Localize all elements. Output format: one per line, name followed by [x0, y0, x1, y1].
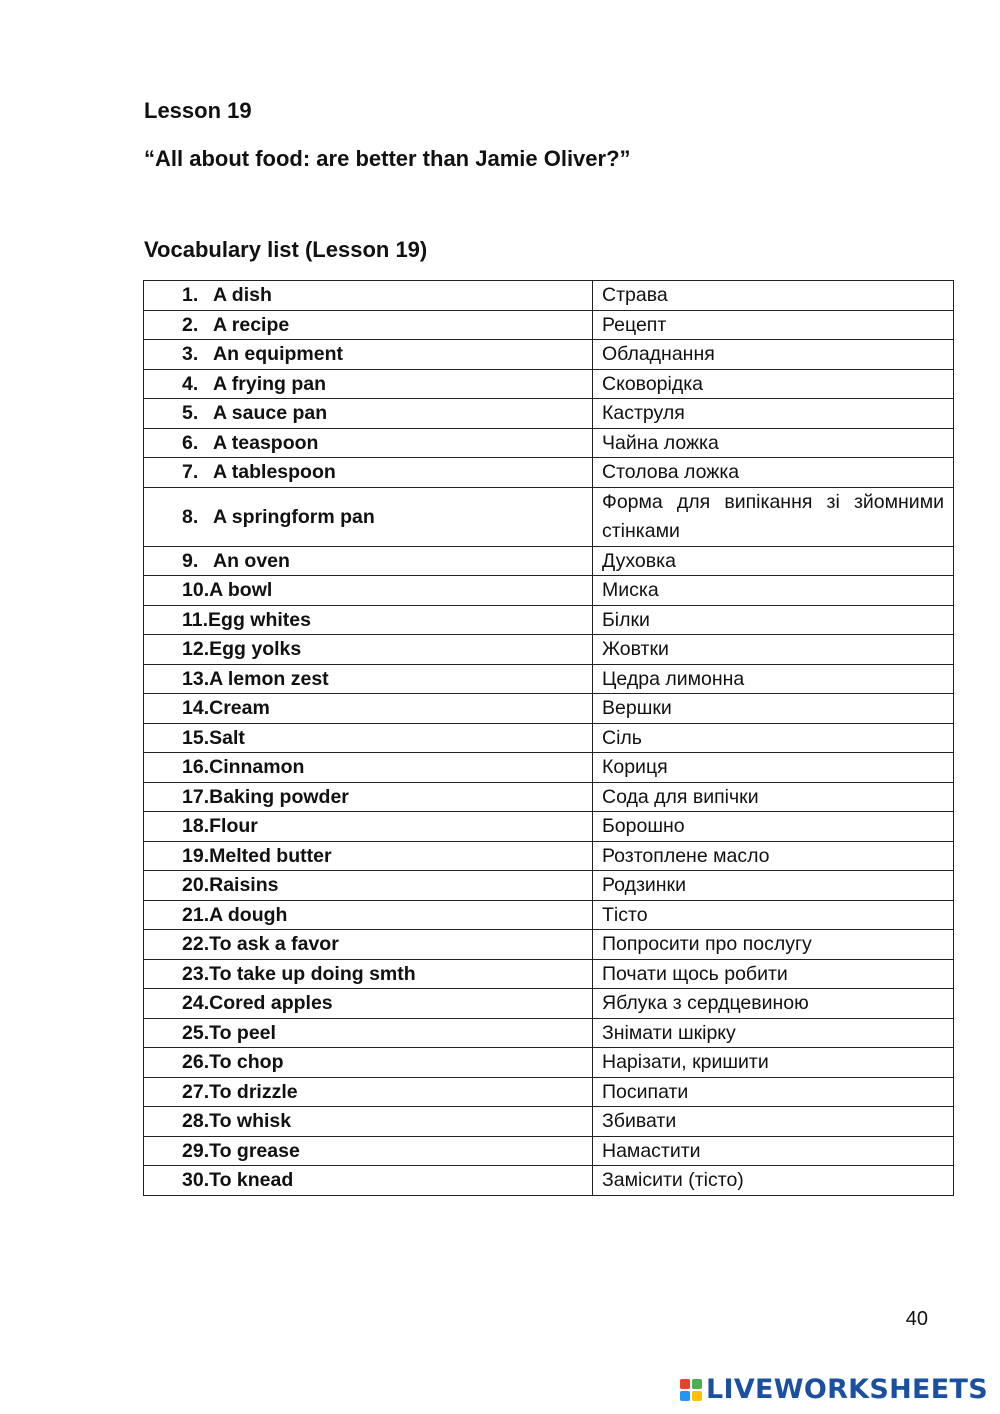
vocab-number: 2. — [182, 313, 199, 336]
page-number: 40 — [905, 1308, 928, 1330]
vocab-row — [144, 487, 954, 546]
vocab-term: A recipe — [213, 313, 290, 336]
vocab-term: Cream — [209, 697, 270, 720]
vocab-number: 6. — [182, 431, 199, 454]
vocab-translation: Кориця — [593, 753, 954, 783]
vocab-number: 29. — [182, 1139, 210, 1162]
vocab-translation: Вершки — [593, 694, 954, 724]
vocab-term-cell — [144, 753, 593, 783]
vocabulary-table — [143, 280, 954, 1196]
vocab-translation: Білки — [593, 605, 954, 635]
vocab-number: 25. — [182, 1021, 210, 1044]
vocab-term: To peel — [209, 1021, 276, 1044]
vocab-row — [144, 1077, 954, 1107]
vocab-term-cell — [144, 1048, 593, 1078]
vocab-row — [144, 1136, 954, 1166]
vocab-term: A teaspoon — [213, 431, 319, 454]
vocab-row — [144, 694, 954, 724]
vocab-row — [144, 1166, 954, 1196]
vocab-translation: Борошно — [593, 812, 954, 842]
vocabulary-heading: Vocabulary list (Lesson 19) — [144, 237, 428, 262]
vocab-term: To ask a favor — [209, 933, 339, 956]
vocab-number: 30. — [182, 1169, 210, 1192]
vocab-translation: Столова ложка — [593, 458, 954, 488]
vocab-term: A frying pan — [213, 372, 327, 395]
vocab-row — [144, 841, 954, 871]
vocab-translation: Попросити про послугу — [593, 930, 954, 960]
vocab-term-cell — [144, 664, 593, 694]
vocab-translation: Каструля — [593, 399, 954, 429]
vocab-term-cell — [144, 782, 593, 812]
vocab-translation: Тісто — [593, 900, 954, 930]
vocab-row — [144, 959, 954, 989]
vocab-term-cell — [144, 959, 593, 989]
vocab-term: Salt — [209, 726, 245, 749]
vocab-number: 18. — [182, 815, 210, 838]
vocab-term-cell — [144, 340, 593, 370]
vocab-row — [144, 782, 954, 812]
vocab-term: To chop — [209, 1051, 284, 1074]
logo-square — [680, 1379, 690, 1389]
vocab-number: 23. — [182, 962, 210, 985]
vocab-translation: Цедра лимонна — [593, 664, 954, 694]
vocab-row — [144, 1048, 954, 1078]
vocab-term: Flour — [209, 815, 258, 838]
lesson-subtitle: “All about food: are better than Jamie Oliver?” — [144, 146, 631, 171]
vocab-translation: Сіль — [593, 723, 954, 753]
vocab-term-cell — [144, 428, 593, 458]
liveworksheets-logo — [680, 1374, 988, 1405]
vocab-term-cell — [144, 989, 593, 1019]
vocab-term-cell — [144, 458, 593, 488]
vocab-term: A springform pan — [213, 505, 375, 528]
vocab-term-cell — [144, 1136, 593, 1166]
vocab-term: A bowl — [209, 579, 273, 602]
vocab-translation: Розтоплене масло — [593, 841, 954, 871]
vocab-translation: Знімати шкірку — [593, 1018, 954, 1048]
vocab-number: 1. — [182, 284, 199, 307]
vocab-row — [144, 871, 954, 901]
vocab-term-cell — [144, 487, 593, 546]
vocab-row — [144, 1107, 954, 1137]
vocab-translation: Обладнання — [593, 340, 954, 370]
vocab-translation: Нарізати, кришити — [593, 1048, 954, 1078]
vocab-row — [144, 428, 954, 458]
vocab-number: 4. — [182, 372, 199, 395]
vocab-term-cell — [144, 841, 593, 871]
vocab-row — [144, 310, 954, 340]
vocab-translation: Форма для випікання зі зйомними стінками — [593, 487, 954, 546]
vocab-number: 26. — [182, 1051, 210, 1074]
vocab-term-cell — [144, 310, 593, 340]
vocab-number: 15. — [182, 726, 210, 749]
vocab-term-cell — [144, 605, 593, 635]
vocab-translation: Страва — [593, 281, 954, 311]
vocab-number: 3. — [182, 343, 199, 366]
vocab-term-cell — [144, 546, 593, 576]
vocab-term-cell — [144, 1018, 593, 1048]
vocab-number: 13. — [182, 667, 210, 690]
vocab-number: 20. — [182, 874, 210, 897]
vocab-number: 28. — [182, 1110, 210, 1133]
vocab-translation: Замісити (тісто) — [593, 1166, 954, 1196]
vocab-term-cell — [144, 399, 593, 429]
vocab-term-cell — [144, 635, 593, 665]
vocab-term: A dish — [213, 284, 272, 307]
logo-square — [692, 1391, 702, 1401]
vocab-term-cell — [144, 1077, 593, 1107]
vocab-row — [144, 605, 954, 635]
vocab-row — [144, 576, 954, 606]
vocab-translation: Чайна ложка — [593, 428, 954, 458]
vocab-term-cell — [144, 1107, 593, 1137]
vocab-row — [144, 753, 954, 783]
vocab-row — [144, 546, 954, 576]
vocab-term-cell — [144, 576, 593, 606]
vocab-number: 11. — [182, 608, 209, 631]
vocab-term: An equipment — [213, 343, 343, 366]
vocab-row — [144, 635, 954, 665]
vocab-term: Egg whites — [208, 608, 311, 631]
vocab-translation: Сковорідка — [593, 369, 954, 399]
vocab-row — [144, 369, 954, 399]
vocab-number: 5. — [182, 402, 199, 425]
vocab-number: 12. — [182, 638, 210, 661]
vocab-row — [144, 1018, 954, 1048]
lesson-title: Lesson 19 — [144, 98, 252, 123]
vocab-number: 10. — [182, 579, 210, 602]
vocab-number: 22. — [182, 933, 210, 956]
vocab-translation: Яблука з сердцевиною — [593, 989, 954, 1019]
vocab-term: A dough — [209, 903, 288, 926]
vocab-translation: Родзинки — [593, 871, 954, 901]
vocab-row — [144, 930, 954, 960]
vocab-number: 8. — [182, 505, 199, 528]
vocab-row — [144, 458, 954, 488]
vocab-term: An oven — [213, 549, 290, 572]
vocab-translation: Намастити — [593, 1136, 954, 1166]
vocab-row — [144, 340, 954, 370]
vocab-row — [144, 281, 954, 311]
vocab-translation: Сода для випічки — [593, 782, 954, 812]
vocab-term: Raisins — [209, 874, 279, 897]
vocab-term: Melted butter — [209, 844, 332, 867]
vocab-number: 7. — [182, 461, 199, 484]
vocab-row — [144, 812, 954, 842]
vocab-term: A lemon zest — [209, 667, 329, 690]
vocab-term: Cored apples — [209, 992, 333, 1015]
vocab-term-cell — [144, 812, 593, 842]
vocab-number: 14. — [182, 697, 210, 720]
vocab-row — [144, 989, 954, 1019]
vocab-term: A tablespoon — [213, 461, 336, 484]
vocab-term-cell — [144, 694, 593, 724]
vocab-term-cell — [144, 930, 593, 960]
vocab-translation: Миска — [593, 576, 954, 606]
vocab-term: To take up doing smth — [209, 962, 416, 985]
vocab-term: Baking powder — [209, 785, 349, 808]
vocab-term: To knead — [209, 1169, 294, 1192]
vocab-number: 16. — [182, 756, 210, 779]
vocab-row — [144, 399, 954, 429]
vocab-term-cell — [144, 281, 593, 311]
vocab-number: 9. — [182, 549, 199, 572]
vocab-term: To whisk — [209, 1110, 292, 1133]
vocab-term: To grease — [209, 1139, 300, 1162]
liveworksheets-logo-icon — [680, 1379, 702, 1401]
vocab-number: 21. — [182, 903, 210, 926]
vocab-translation: Збивати — [593, 1107, 954, 1137]
vocab-term-cell — [144, 723, 593, 753]
vocab-row — [144, 664, 954, 694]
vocab-number: 27. — [182, 1080, 210, 1103]
vocab-term-cell — [144, 369, 593, 399]
vocab-translation: Почати щось робити — [593, 959, 954, 989]
vocab-term: Cinnamon — [209, 756, 305, 779]
logo-square — [680, 1391, 690, 1401]
vocab-translation: Посипати — [593, 1077, 954, 1107]
vocab-term: To drizzle — [209, 1080, 298, 1103]
vocab-term: A sauce pan — [213, 402, 328, 425]
liveworksheets-logo-text: LIVEWORKSHEETS — [705, 1374, 988, 1405]
vocab-row — [144, 723, 954, 753]
vocab-number: 24. — [182, 992, 210, 1015]
vocabulary-table-body — [144, 281, 954, 1196]
vocab-term: Egg yolks — [209, 638, 302, 661]
vocab-term-cell — [144, 871, 593, 901]
vocab-number: 19. — [182, 844, 210, 867]
vocab-translation: Жовтки — [593, 635, 954, 665]
vocab-term-cell — [144, 900, 593, 930]
vocab-translation: Рецепт — [593, 310, 954, 340]
vocab-term-cell — [144, 1166, 593, 1196]
vocab-number: 17. — [182, 785, 210, 808]
vocab-row — [144, 900, 954, 930]
logo-square — [692, 1379, 702, 1389]
vocab-translation: Духовка — [593, 546, 954, 576]
